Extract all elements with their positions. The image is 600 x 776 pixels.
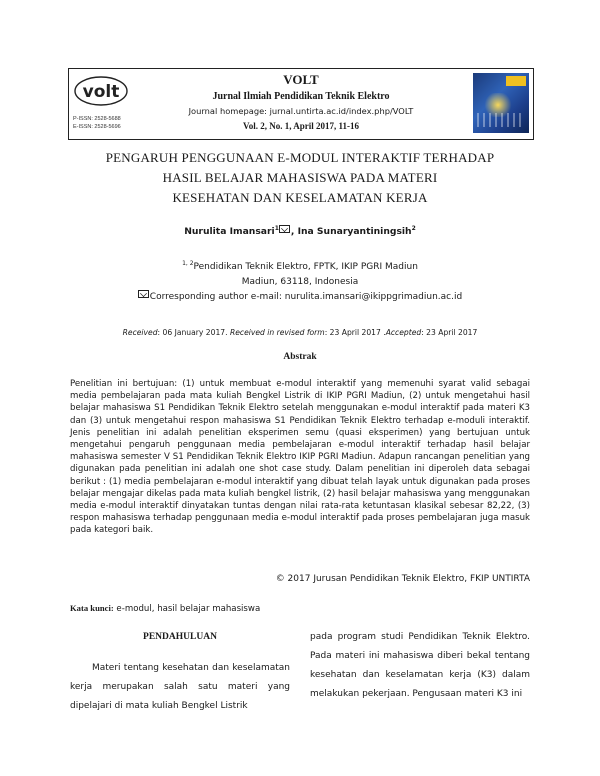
mail-icon	[279, 225, 290, 233]
title-line: PENGARUH PENGGUNAAN E-MODUL INTERAKTIF TERHADAP	[105, 150, 495, 165]
abstract-heading: Abstrak	[283, 352, 317, 362]
title-line: KESEHATAN DAN KESELAMATAN KERJA	[172, 190, 428, 205]
revised-label: Received in revised form	[229, 328, 325, 337]
keywords-text: e-modul, hasil belajar mahasiswa	[113, 604, 261, 614]
keywords-label: Kata kunci:	[70, 603, 114, 613]
author-second: Ina Sunaryantiningsih	[297, 226, 412, 238]
issn-print: P-ISSN: 2528-5688	[73, 116, 121, 122]
intro-heading: PENDAHULUAN	[143, 632, 217, 642]
author-first: Nurulita Imansari	[184, 226, 275, 238]
paper-title	[60, 148, 540, 208]
accepted-label: Accepted	[385, 328, 422, 337]
intro-left-column	[70, 628, 290, 716]
received-dates	[0, 328, 600, 337]
journal-homepage[interactable]: Journal homepage: jurnal.untirta.ac.id/index.php/VOLT	[188, 106, 414, 116]
intro-left-text: Materi tentang kesehatan dan keselamatan kerja merupakan salah satu materi yang dipelajari di mata kuliah Bengkel Listrik	[70, 663, 290, 711]
received-date: : 06 January 2017.	[157, 328, 228, 337]
copyright: © 2017 Jurusan Pendidikan Teknik Elektro, FKIP UNTIRTA	[275, 574, 530, 584]
keywords	[70, 603, 260, 614]
issn-electronic: E-ISSN: 2528-5696	[73, 124, 121, 130]
author-second-sup: 2	[411, 225, 416, 232]
cover-badge	[506, 76, 526, 86]
accepted-date: : 23 April 2017	[421, 328, 478, 337]
abstract-text: Penelitian ini bertujuan: (1) untuk membuat e-modul interaktif yang memenuhi syarat valid sebagai media pembelajaran pada mata kuliah Bengkel Listrik di IKIP PGRI Madiun, (2) untuk mengetahui hasil belajar mahasiswa S1 Pendidikan Teknik Elektro setelah menggunakan e-modul interaktif pada materi K3 dan (3) untuk mengetahui respon mahasiswa S1 Pendidikan Teknik Elektro terhadap e-moduli interaktif. Jenis penelitian ini adalah penelitian eksperimen semu (quasi eksperimen) yang bertujuan untuk mengetahui pengaruh penggunaan media pembelajaran e-modul interaktif terhadap hasil belajar mahasiswa semester V S1 Pendidikan Teknik Elektro IKIP PGRI Madiun. Adapun rancangan penelitian yang digunakan pada penelitian ini adalah one shot case study. Dalam penelitian ini diperoleh data sebagai berikut : (1) media pembelajaran e-modul interaktif yang dibuat telah layak untuk digunakan pada proses belajar mengajar dikelas pada mata kuliah bengkel listrik, (2) hasil belajar mahasiswa yang menggunakan media e-modul interaktif dinyatakan tuntas dengan nilai rata-rata ketuntasan klasikal sebesar 82,22, (3) respon mahasiswa terhadap penggunaan media e-modul interaktif pada proses pembelajaran juga masuk pada kategori baik.	[70, 379, 530, 536]
affiliation-sup: 1, 2	[182, 260, 194, 267]
received-label: Received	[122, 328, 158, 337]
corresponding-email[interactable]: Corresponding author e-mail: nurulita.imansari@ikippgrimadiun.ac.id	[149, 292, 463, 302]
journal-cover-image	[473, 73, 529, 133]
intro-right-column	[310, 628, 530, 704]
author-list: Nurulita Imansari$^1$ , Ina Sunaryantiningsih$^2$	[184, 225, 416, 238]
intro-right-text: pada program studi Pendidikan Teknik Elektro. Pada materi ini mahasiswa diberi bekal tentang kesehatan dan keselamatan kerja (K3) dalam melakukan pekerjaan. Pengusaan materi K3 ini	[310, 632, 530, 699]
mail-icon	[138, 290, 149, 298]
affiliation	[0, 256, 600, 305]
svg-text:volt: volt	[82, 82, 120, 102]
revised-date: : 23 April 2017 .	[324, 328, 386, 337]
journal-header	[68, 68, 534, 140]
author-first-sup: 1	[274, 225, 279, 232]
cover-pattern	[477, 113, 525, 127]
journal-volume: Vol. 2, No. 1, April 2017, 11-16	[243, 121, 359, 131]
affiliation-line2: Madiun, 63118, Indonesia	[241, 277, 359, 287]
journal-full-name: Jurnal Ilmiah Pendidikan Teknik Elektro	[212, 91, 390, 102]
affiliation-line1: Pendidikan Teknik Elektro, FPTK, IKIP PGRI Madiun	[193, 262, 418, 272]
title-line: HASIL BELAJAR MAHASISWA PADA MATERI	[162, 170, 438, 185]
journal-name: VOLT	[283, 72, 319, 87]
